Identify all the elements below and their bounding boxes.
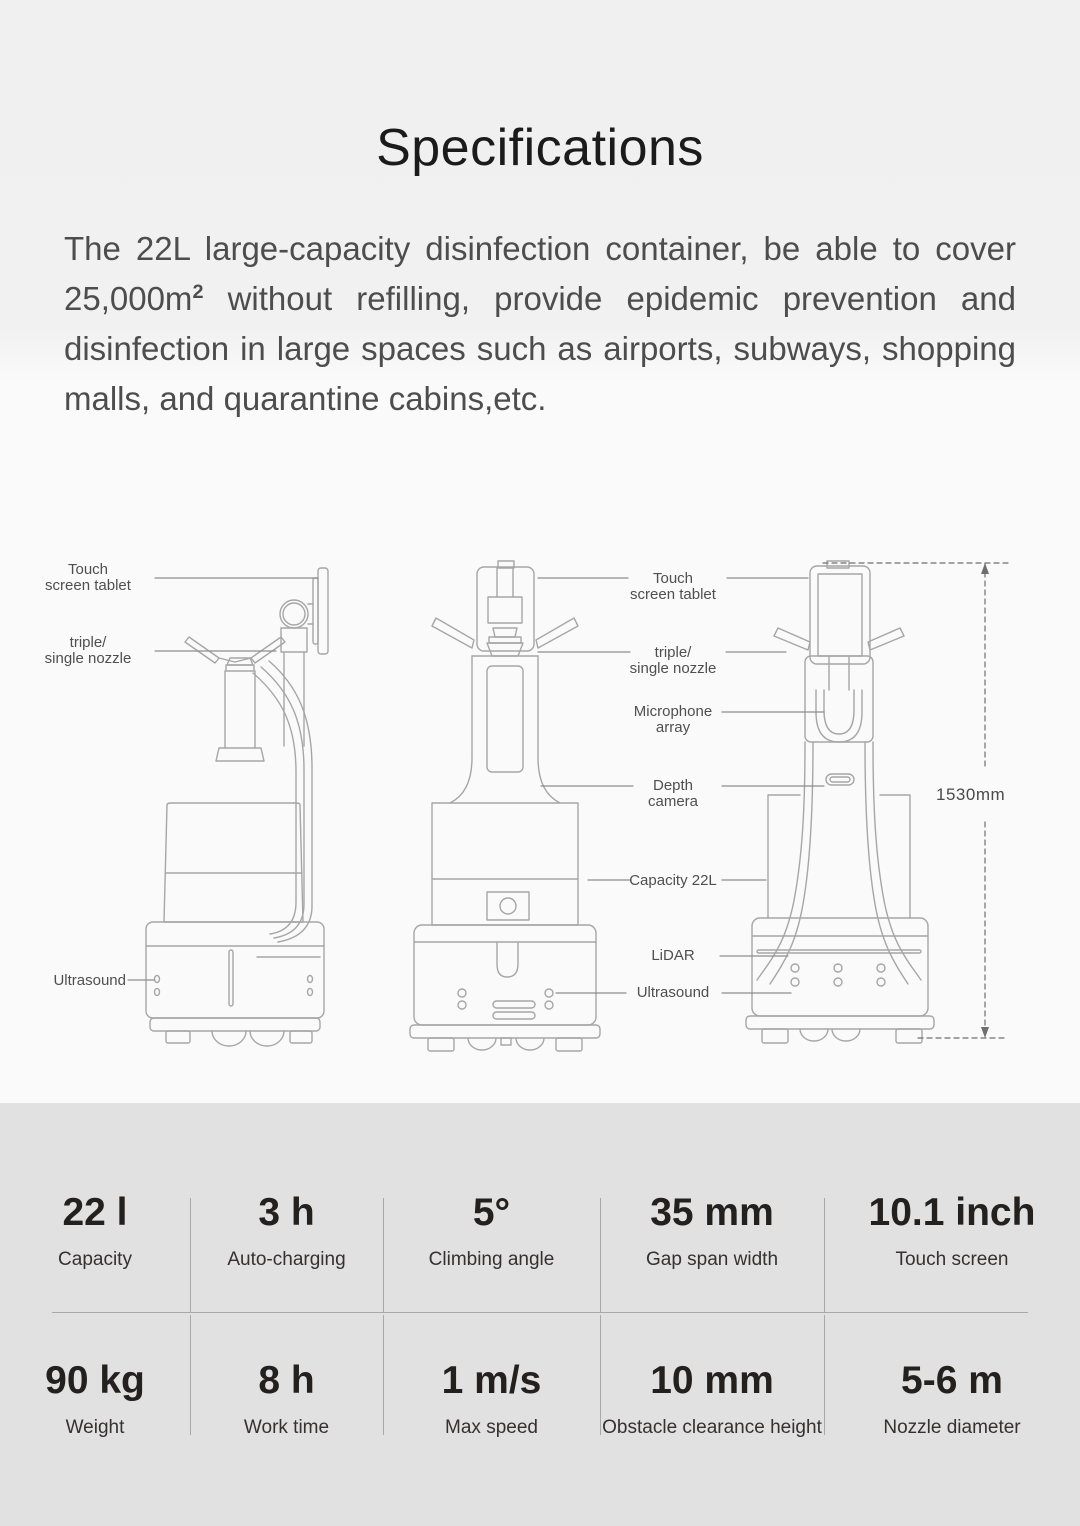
intro-text-part1: The 22L large-capacity disinfection container, be able to cover 25,000m: [64, 230, 1016, 317]
robot-back-view-drawing: [746, 561, 934, 1043]
spec-row-2: [0, 1359, 1080, 1440]
spec-label: Obstacle clearance height: [602, 1417, 822, 1438]
spec-item-gap-span-width: [600, 1191, 824, 1272]
divider: [52, 1312, 1028, 1313]
callout-text: screen tablet: [45, 577, 131, 594]
spec-value: 35 mm: [650, 1191, 774, 1234]
spec-item-touch-screen: [824, 1191, 1080, 1272]
robot-side-view-drawing: [146, 568, 328, 1046]
spec-label: Touch screen: [895, 1249, 1009, 1270]
callout-text: screen tablet: [630, 586, 716, 603]
spec-item-climbing-angle: [383, 1191, 600, 1272]
hero-section: [0, 0, 1080, 540]
squared-superscript: 2: [192, 281, 204, 303]
spec-label: Nozzle diameter: [883, 1417, 1021, 1438]
callout-touch-screen-tablet-left: [24, 562, 152, 594]
callout-text: Depth: [652, 777, 694, 794]
callout-text: Ultrasound: [53, 972, 126, 989]
callout-text: camera: [647, 793, 699, 810]
spec-value: 10 mm: [650, 1359, 774, 1402]
spec-value: 1 m/s: [441, 1359, 542, 1402]
callout-capacity: [603, 873, 743, 889]
spec-item-nozzle-diameter: [824, 1359, 1080, 1440]
spec-label: Gap span width: [645, 1249, 779, 1270]
callout-text: Microphone: [633, 703, 713, 720]
spec-item-obstacle-clearance: [600, 1359, 824, 1440]
spec-item-work-time: [190, 1359, 383, 1440]
spec-label: Capacity: [58, 1249, 132, 1270]
spec-value: 3 h: [258, 1191, 315, 1234]
callout-microphone-array: [603, 704, 743, 736]
robot-front-view-drawing: [410, 561, 600, 1051]
callout-text: triple/: [654, 644, 692, 661]
spec-label: Weight: [65, 1417, 125, 1438]
callout-text: Ultrasound: [636, 984, 710, 1001]
specs-section: [0, 1103, 1080, 1526]
robot-line-drawings: [0, 540, 1080, 1103]
spec-label: Max speed: [445, 1417, 538, 1438]
callout-nozzle-left: [24, 635, 152, 667]
callout-text: Touch: [652, 570, 694, 587]
intro-paragraph: [64, 224, 1016, 424]
callout-text: array: [655, 719, 691, 736]
spec-value: 90 kg: [45, 1359, 145, 1402]
page-title: Specifications: [376, 119, 704, 177]
spec-label: Climbing angle: [428, 1249, 555, 1270]
spec-value: 5-6 m: [901, 1359, 1003, 1402]
spec-item-auto-charging: [190, 1191, 383, 1272]
spec-label: Work time: [243, 1417, 330, 1438]
spec-value: 10.1 inch: [868, 1191, 1036, 1234]
callout-ultrasound-left: [20, 973, 126, 989]
callout-ultrasound: [603, 985, 743, 1001]
spec-row-1: [0, 1191, 1080, 1272]
callout-text: single nozzle: [44, 650, 132, 667]
callout-depth-camera: [603, 778, 743, 810]
callout-lidar: [603, 948, 743, 964]
callout-nozzle: [603, 645, 743, 677]
spec-value: 5°: [472, 1191, 511, 1234]
spec-value: 8 h: [258, 1359, 315, 1402]
callout-text: single nozzle: [629, 660, 717, 677]
spec-item-weight: [0, 1359, 190, 1440]
intro-text-part2: without refilling, provide epidemic prevention and disinfection in large spaces such as airports, subways, shopping malls, and quarantine cabins,etc.: [64, 280, 1016, 417]
spec-value: 22 l: [62, 1191, 128, 1234]
diagram-section: [0, 540, 1080, 1103]
callout-text: LiDAR: [651, 947, 695, 964]
callout-text: Capacity 22L: [629, 872, 717, 889]
callout-text: Touch: [67, 561, 109, 578]
spec-item-capacity: [0, 1191, 190, 1272]
spec-item-max-speed: [383, 1359, 600, 1440]
spec-label: Auto-charging: [227, 1249, 346, 1270]
dimension-height-label: 1530mm: [936, 785, 1006, 804]
callout-touch-screen-tablet: [603, 571, 743, 603]
callout-text: triple/: [69, 634, 107, 651]
